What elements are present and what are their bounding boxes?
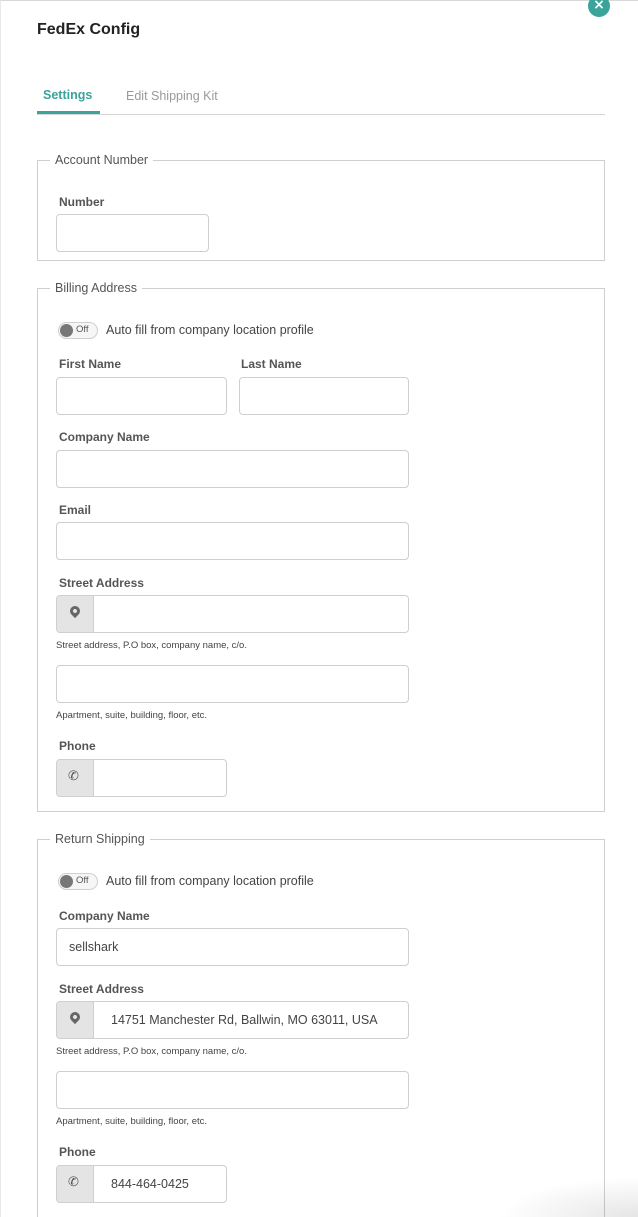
- return-autofill-label: Auto fill from company location profile: [106, 874, 314, 888]
- return-company-name-label: Company Name: [59, 909, 150, 923]
- tab-edit-shipping-kit[interactable]: Edit Shipping Kit: [126, 89, 218, 103]
- return-shipping-legend: Return Shipping: [55, 832, 145, 846]
- last-name-label: Last Name: [241, 357, 302, 371]
- billing-address-legend: Billing Address: [55, 281, 137, 295]
- number-label: Number: [59, 195, 105, 209]
- toggle-state-label: Off: [76, 875, 89, 886]
- phone-icon: ✆: [68, 769, 79, 784]
- account-number-legend: Account Number: [55, 153, 149, 167]
- corner-shadow: [498, 1177, 638, 1217]
- street-address-label: Street Address: [59, 576, 144, 590]
- account-number-section: [37, 153, 605, 261]
- street-address-hint: Street address, P.O box, company name, c/o.: [56, 640, 247, 651]
- billing-autofill-label: Auto fill from company location profile: [106, 323, 314, 337]
- map-pin-icon: [68, 604, 82, 618]
- return-street-address-2-input[interactable]: [56, 1071, 409, 1109]
- last-name-input[interactable]: [239, 377, 409, 415]
- street-address-input[interactable]: [56, 595, 409, 633]
- email-input[interactable]: [56, 522, 409, 560]
- return-autofill-toggle[interactable]: [58, 873, 98, 890]
- close-icon[interactable]: ×: [588, 0, 610, 17]
- company-name-input[interactable]: [56, 450, 409, 488]
- return-street-address-value: 14751 Manchester Rd, Ballwin, MO 63011, USA: [111, 1013, 378, 1027]
- account-number-input[interactable]: [56, 214, 209, 252]
- modal-title: FedEx Config: [37, 21, 141, 38]
- email-label: Email: [59, 503, 92, 517]
- street-address-2-hint: Apartment, suite, building, floor, etc.: [56, 710, 208, 721]
- toggle-knob: [60, 324, 73, 337]
- tab-bar: [37, 85, 605, 115]
- return-street-address-2-hint: Apartment, suite, building, floor, etc.: [56, 1116, 208, 1127]
- phone-label: Phone: [59, 739, 96, 753]
- return-phone-label: Phone: [59, 1145, 96, 1159]
- phone-icon: ✆: [68, 1175, 79, 1190]
- toggle-knob: [60, 875, 73, 888]
- tab-settings[interactable]: Settings: [37, 88, 100, 114]
- return-company-name-input[interactable]: sellshark: [56, 928, 409, 966]
- phone-addon: [57, 760, 94, 796]
- return-street-address-hint: Street address, P.O box, company name, c/o.: [56, 1046, 247, 1057]
- toggle-state-label: Off: [76, 324, 89, 335]
- street-address-addon: [57, 596, 94, 632]
- return-phone-value: 844-464-0425: [111, 1177, 189, 1191]
- street-address-2-input[interactable]: [56, 665, 409, 703]
- first-name-label: First Name: [59, 357, 122, 371]
- billing-address-section: [37, 281, 605, 812]
- phone-input[interactable]: [56, 759, 227, 797]
- billing-autofill-toggle[interactable]: [58, 322, 98, 339]
- first-name-input[interactable]: [56, 377, 227, 415]
- map-pin-icon: [68, 1010, 82, 1024]
- return-shipping-section: [37, 832, 605, 1217]
- return-phone-addon: [57, 1166, 94, 1202]
- company-name-label: Company Name: [59, 430, 150, 444]
- return-phone-input[interactable]: [56, 1165, 227, 1203]
- return-street-address-input[interactable]: [56, 1001, 409, 1039]
- return-street-address-addon: [57, 1002, 94, 1038]
- return-street-address-label: Street Address: [59, 982, 144, 996]
